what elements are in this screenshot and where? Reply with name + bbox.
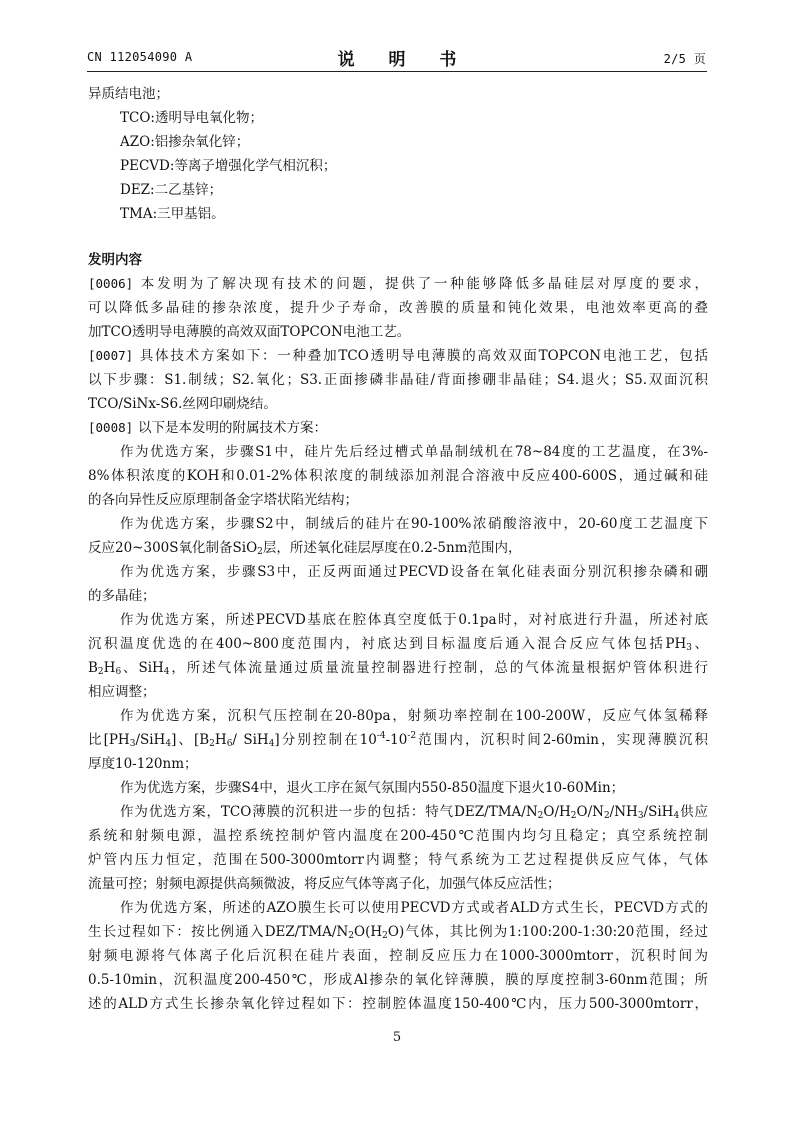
page-number: 5: [392, 1030, 402, 1045]
text-line: 作为优选方案，所述的AZO膜生长可以使用PECVD方式或者ALD方式生长，PECVD方式的: [120, 900, 708, 916]
abbrev-tma: TMA:三甲基铝。: [120, 206, 225, 222]
paragraph-number: [0007]: [88, 348, 134, 363]
text-line: 比$[PH_3/SiH_4]$、[$B_2H_6/$ SiH$_4$]分别控制在$10^{-4}-10^{-2}$范围内，沉积时间2-60min，实现薄膜沉积: [88, 731, 708, 749]
text-line: 反应20~300S氧化制备SiO$_2$层，所述氧化硅层厚度在0.2-5nm范围内，: [88, 540, 522, 557]
abbrev-tco: TCO:透明导电氧化物；: [120, 110, 263, 126]
text-line: TCO/SiNx-S6.丝网印刷烧结。: [88, 396, 277, 412]
text-line: 作为优选方案，TCO薄膜的沉积进一步的包括：特气DEZ/$TMA/N_2O/H_2O/N_2/NH_3/SiH_4$供应: [120, 804, 709, 821]
text-line: 生长过程如下：按比例通入DEZ/$TMA/N_2O(H_2O)$气体，其比例为1:100:200-1:30:20范围，经过: [88, 924, 708, 941]
patent-number: CN 112054090 A: [87, 50, 193, 64]
paragraph-0006: [88, 272, 708, 296]
spacer: [88, 226, 708, 248]
paragraph-number: [0008]: [88, 420, 134, 435]
text-line: 0.5-10min，沉积温度200-450℃，形成Al掺杂的氧化锌薄膜，膜的厚度控制3-60nm范围；所: [88, 972, 708, 988]
document-title: 说 明 书: [337, 50, 471, 70]
header-rule: [87, 71, 707, 72]
paragraph-number: [0006]: [88, 276, 134, 291]
abbrev-pecvd: PECVD:等离子增强化学气相沉积；: [120, 158, 337, 174]
text-line: 可以降低多晶硅的掺杂浓度，提升少子寿命，改善膜的质量和钝化效果，电池效率更高的叠: [88, 300, 708, 316]
text-line: 述的ALD方式生长掺杂氧化锌过程如下：控制腔体温度150-400℃内，压力500-3000mtorr，: [88, 996, 708, 1012]
abbrev-azo: AZO:铝掺杂氧化锌；: [120, 134, 250, 150]
text-line: 厚度10-120nm；: [88, 756, 198, 772]
text-line: 炉管内压力恒定，范围在500-3000mtorr内调整；特气系统为工艺过程提供反应气体，气体: [88, 852, 708, 868]
text-line: 相应调整；: [88, 684, 156, 700]
text-line: 作为优选方案，步骤S3中，正反两面通过PECVD设备在氧化硅表面分别沉积掺杂磷和硼: [120, 564, 708, 580]
text-line: 8%体积浓度的KOH和0.01-2%体积浓度的制绒添加剂混合溶液中反应400-600S，通过碱和硅: [88, 468, 708, 484]
text-line: 沉积温度优选的在400~800度范围内，衬底达到目标温度后通入混合反应气体包括$PH_3$、: [88, 636, 709, 653]
section-heading: 发明内容: [88, 252, 142, 268]
text-line: 的多晶硅；: [88, 588, 156, 604]
document-body: [88, 82, 708, 1016]
text-line: 具体技术方案如下：一种叠加TCO透明导电薄膜的高效双面TOPCON电池工艺，包括: [138, 348, 708, 364]
text-line: 的各向异性反应原理制备金字塔状陷光结构；: [88, 492, 358, 508]
text-line: 系统和射频电源，温控系统控制炉管内温度在200-450℃范围内均匀且稳定；真空系统控制: [88, 828, 708, 844]
abbrev-dez: DEZ:二乙基锌；: [120, 182, 223, 198]
text-line: 作为优选方案，沉积气压控制在20-80pa，射频功率控制在100-200W，反应气体氢稀释: [120, 708, 708, 724]
text-line: 射频电源将气体离子化后沉积在硅片表面，控制反应压力在1000-3000mtorr，沉积时间为: [88, 948, 708, 964]
text-line: 以下是本发明的附属技术方案：: [138, 420, 327, 436]
text-line: 流量可控；射频电源提供高频微波，将反应气体等离子化，加强气体反应活性；: [88, 876, 561, 892]
text-line: 作为优选方案，所述PECVD基底在腔体真空度低于0.1pa时，对衬底进行升温，所述衬底: [120, 612, 708, 628]
text-line: 以下步骤：S1.制绒；S2.氧化；S3.正面掺磷非晶硅/背面掺硼非晶硅；S4.退火；S5.双面沉积: [88, 372, 708, 388]
page-indicator: 2/5 页: [663, 52, 706, 66]
text-line: 加TCO透明导电薄膜的高效双面TOPCON电池工艺。: [88, 324, 411, 340]
text-line: $B_2H_6$、SiH$_4$，所述气体流量通过质量流量控制器进行控制，总的气体流量根据炉管体积进行: [88, 660, 708, 677]
text-line: 作为优选方案，步骤S4中，退火工序在氮气氛围内550-850温度下退火10-60Min；: [120, 780, 625, 796]
paragraph-0007: [88, 344, 708, 368]
text-line: 作为优选方案，步骤S2中，制绒后的硅片在90-100%浓硝酸溶液中，20-60度工艺温度下: [120, 516, 708, 532]
text-line: 作为优选方案，步骤S1中，硅片先后经过槽式单晶制绒机在78~84度的工艺温度，在3%-: [120, 444, 708, 460]
paragraph-0008: [88, 416, 708, 440]
text-line: 本发明为了解决现有技术的问题，提供了一种能够降低多晶硅层对厚度的要求，: [138, 276, 708, 292]
abbrev-continuation: 异质结电池；: [88, 86, 169, 102]
